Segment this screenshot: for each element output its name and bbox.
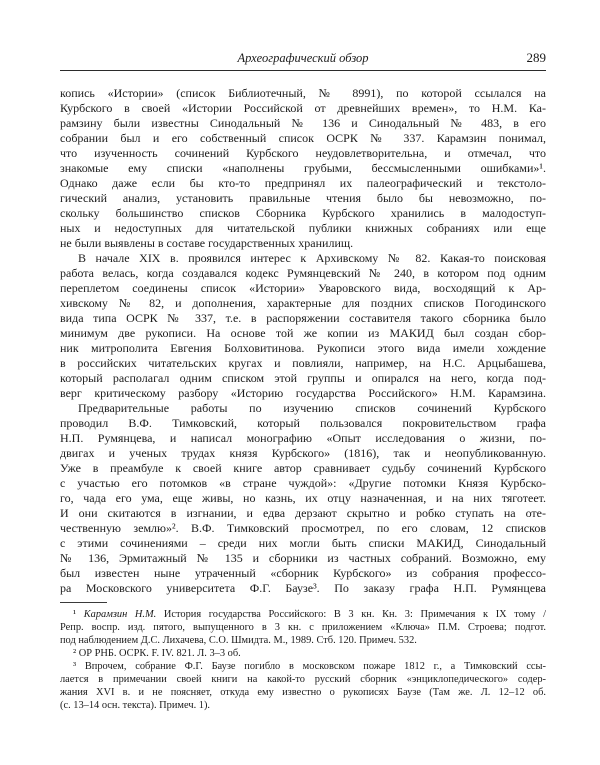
text-line: не были выявлены в составе государственных хранилищ.: [60, 236, 354, 250]
text-line: собрании был и его собственный список ОСРК № 337. Карамзин понимал,: [60, 131, 546, 145]
text-line: что изученность сочинений Курбского неудовлетворительна, и отмечал, что: [60, 146, 546, 160]
footnote-line: Репр. воспр. изд. пятого, выпущенного в 3 кн. с приложением «Ключа» П.М. Строева; подгот.: [60, 622, 546, 633]
text-line: го, чада его ума, еще живы, но казнь, их отцу назначенная, и на них тяготеет.: [60, 491, 546, 505]
text-line: гический анализ, установить правильные чтения было бы невозможно, по-: [60, 191, 546, 205]
footnote-line: [60, 608, 546, 621]
paragraph-2: [60, 251, 546, 401]
text-line: Уже в преамбуле к своей книге автор сравнивает судьбу сочинений Курбского: [60, 461, 546, 475]
text-line: который располагал одним списком этой группы и опирался на него, когда под-: [60, 371, 546, 385]
running-head: [60, 50, 546, 69]
footnote-author: Карамзин Н.М.: [83, 609, 157, 620]
text-line: вида типа ОСРК № 337, т.е. в распоряжении составителя такого сборника было: [60, 311, 546, 325]
footnote-1: [60, 608, 546, 647]
footnotes: [60, 608, 546, 712]
text-line: Однако даже если бы кто-то предпринял их палеографический и текстоло-: [60, 176, 546, 190]
text-line: Н.П. Румянцева, и написал монографию «Опыт исследования о жизни, по-: [60, 431, 546, 445]
text-line: был известен ныне утраченный «сборник Курбского» из собрания профессо-: [60, 566, 546, 580]
header-rule: [60, 70, 546, 71]
text-line: переплетом соединены список «Истории» Уваровского вида, восходящий к Ар-: [60, 281, 546, 295]
text-line: № 136, Эрмитажный № 135 и сборники из частных собраний. Возможно, ему: [60, 551, 546, 565]
text-line: с этими сочинениями – среди них могли быть списки МАКИД, Синодальный: [60, 536, 546, 550]
footnote-line: жания XVI в. и не поясняет, откуда ему известно о рукописях Баузе (Там же. Л. 12–12 об.: [60, 687, 546, 698]
text-block: [60, 50, 546, 712]
text-line: знакомые ему списки «наполнены грубыми, бессмысленными ошибками»¹.: [60, 161, 546, 175]
footnote-line: под наблюдением Д.С. Лихачева, С.О. Шмидта. М., 1989. Стб. 120. Примеч. 532.: [60, 635, 417, 646]
text-line: с участью его потомков «в стране чуждой»: «Другие потомки Князя Курбско-: [60, 476, 546, 490]
text-line: копись «Истории» (список Библиотечный, № 8991), по которой ссылался на: [60, 86, 546, 100]
running-title: Археографический обзор: [237, 51, 369, 65]
text-line: ных и недоступных для читательской публики книжных собраниях или еще: [60, 221, 546, 235]
page-number: 289: [526, 50, 546, 65]
footnote-separator: [60, 602, 107, 603]
footnote-line: (с. 13–14 осн. текста). Примеч. 1).: [60, 700, 211, 711]
text-line: ра Московского университета Ф.Г. Баузе³. По заказу графа Н.П. Румянцева: [60, 581, 546, 595]
text-line: работа велась, когда создавался кодекс Румянцевский № 240, в котором под одним: [60, 266, 546, 280]
footnote-line: ³ Впрочем, собрание Ф.Г. Баузе погибло в московском пожаре 1812 г., а Тимковский ссы-: [73, 661, 546, 672]
footnote-line: лается в примечании своей книги на какой-то русский сборник «энциклопедического» содер-: [60, 674, 546, 685]
text-line: чественную землю»². В.Ф. Тимковский просмотрел, по его словам, 12 списков: [60, 521, 546, 535]
text-line: В начале XIX в. проявился интерес к Архивскому № 82. Какая-то поисковая: [78, 251, 546, 265]
text-line: в российских читательских кругах и повлияли, например, на Н.С. Арцыбашева,: [60, 356, 546, 370]
text-line: скольку большинство списков Сборника Курбского хранились в малодоступ-: [60, 206, 546, 220]
text-line: двигах и ученых трудах князя Курбского» (1816), так и неопубликованную.: [60, 446, 546, 460]
footnote-text: История государства Российского: В 3 кн. Кн. 3: Примечания к IX тому /: [156, 609, 546, 620]
text-line: хивскому № 82, и дополнения, характерные для поздних списков Погодинского: [60, 296, 546, 310]
text-line: рамзину были известны Синодальный № 136 и Синодальный № 483, в его: [60, 116, 546, 130]
paragraph-3: [60, 401, 546, 596]
footnote-marker: ¹: [73, 609, 84, 620]
paragraph-1: [60, 86, 546, 251]
text-line: Курбского в своей «Истории Российской от древнейших времен», то Н.М. Ка-: [60, 101, 546, 115]
footnote-2: [60, 647, 546, 660]
footnote-3: [60, 660, 546, 712]
text-line: минимум две рукописи. На основе той же копии из МАКИД был создан сбор-: [60, 326, 546, 340]
text-line: Предварительные работы по изучению списков сочинений Курбского: [78, 401, 546, 415]
text-line: проводил В.Ф. Тимковский, который пользовался покровительством графа: [60, 416, 546, 430]
main-text: [60, 86, 546, 596]
footnote-line: ² ОР РНБ. ОСРК. F. IV. 821. Л. 3–3 об.: [73, 648, 241, 659]
text-line: И они скитаются в изгнании, и едва дерзают скрытно и робко ступать на оте-: [60, 506, 546, 520]
text-line: ник митрополита Евгения Болховитинова. Рукописи этого вида имели хождение: [60, 341, 546, 355]
text-line: верг критическому разбору «Историю государства Российского» Н.М. Карамзина.: [60, 386, 546, 400]
